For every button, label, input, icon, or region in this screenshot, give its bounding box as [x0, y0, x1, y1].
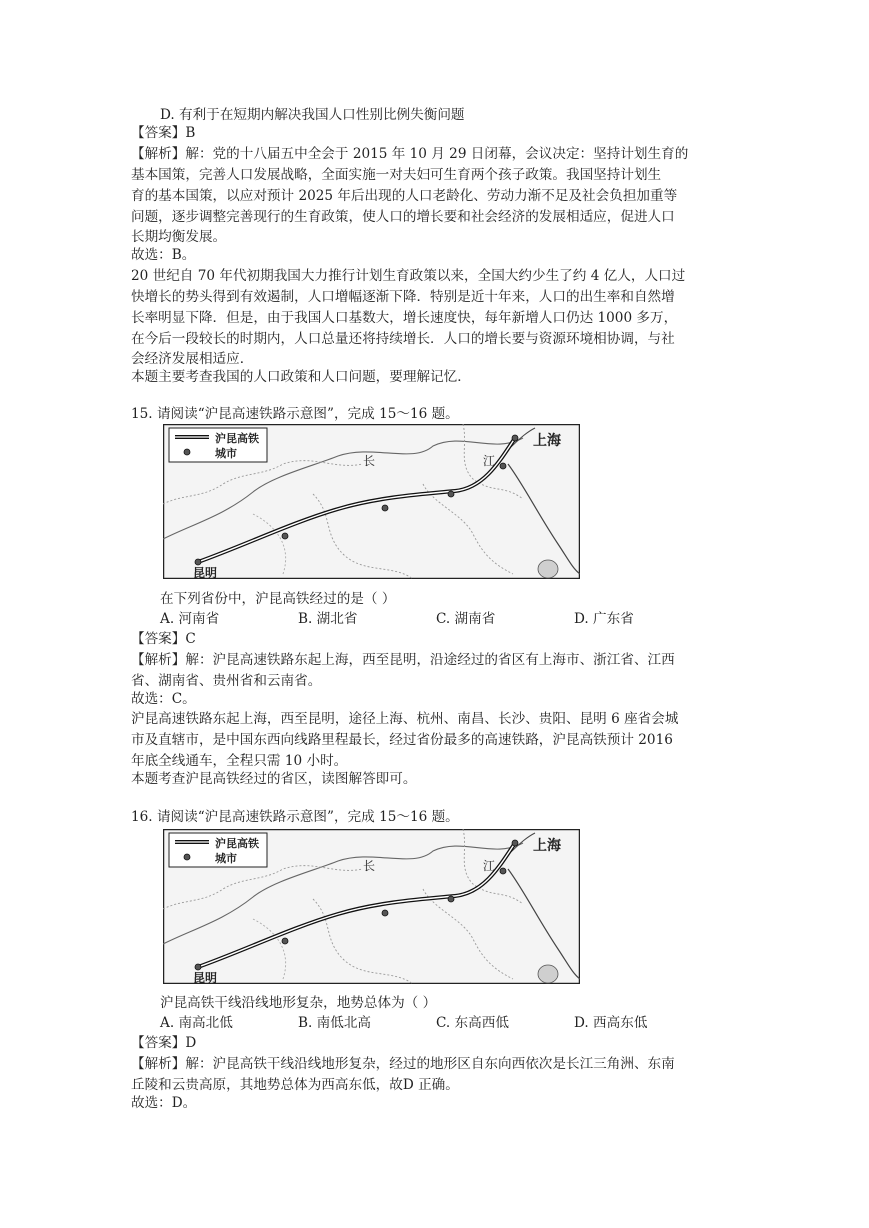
q16-analysis-line: 丘陵和云贵高原，其地势总体为西高东低，故D 正确。	[131, 1077, 459, 1093]
q15-question: 在下列省份中，沪昆高铁经过的是（ ）	[160, 591, 396, 607]
legend-rail-label: 沪昆高铁	[215, 837, 259, 850]
q14-option-d: D. 有利于在短期内解决我国人口性别比例失衡问题	[160, 107, 465, 123]
q14-analysis-line: 长期均衡发展。	[131, 229, 227, 245]
q14-answer: 【答案】B	[131, 125, 196, 141]
q15-explain-line: 市及直辖市，是中国东西向线路里程最长，经过省份最多的高速铁路，沪昆高铁预计 2016	[131, 732, 673, 748]
q15-options	[160, 610, 700, 628]
q15-summary: 本题考查沪昆高铁经过的省区，读图解答即可。	[131, 771, 417, 787]
q15-title: 15. 请阅读“沪昆高速铁路示意图”，完成 15～16 题。	[131, 406, 459, 422]
q15-explain-line: 年底全线通车，全程只需 10 小时。	[131, 753, 348, 769]
q14-explain-line: 在今后一段较长的时期内，人口总量还将持续增长．人口的增长要与资源环境相协调，与社	[131, 331, 675, 347]
kunming-label: 昆明	[193, 971, 218, 985]
q14-choose: 故选：B。	[131, 247, 196, 263]
q15-choose: 故选：C。	[131, 691, 196, 707]
legend-city-label: 城市	[215, 852, 237, 865]
q16-option-a: A. 南高北低	[160, 1015, 233, 1031]
q16-option-d: D. 西高东低	[574, 1015, 648, 1031]
q14-analysis-line: 基本国策，完善人口发展战略，全面实施一对夫妇可生育两个孩子政策。我国坚持计划生	[131, 167, 662, 183]
q16-analysis-line: 【解析】解：沪昆高铁干线沿线地形复杂，经过的地形区自东向西依次是长江三角洲、东南	[131, 1056, 675, 1072]
q14-explain-line: 20 世纪自 70 年代初期我国大力推行计划生育政策以来，全国大约少生了约 4 亿人，人口过	[131, 268, 686, 284]
q16-answer: 【答案】D	[131, 1035, 197, 1051]
q15-answer: 【答案】C	[131, 631, 196, 647]
q14-explain-line: 会经济发展相适应．	[131, 351, 254, 367]
jiang-label: 江	[483, 454, 496, 468]
legend-rail-label: 沪昆高铁	[215, 432, 259, 445]
legend-city-label: 城市	[215, 447, 237, 460]
railway-map	[163, 424, 580, 579]
kunming-label: 昆明	[193, 566, 218, 580]
q14-analysis-line: 育的基本国策，以应对预计 2025 年后出现的人口老龄化、劳动力渐不足及社会负担加重等	[131, 188, 678, 204]
q16-question: 沪昆高铁干线沿线地形复杂，地势总体为（ ）	[160, 995, 437, 1011]
q16-title: 16. 请阅读“沪昆高速铁路示意图”，完成 15～16 题。	[131, 809, 459, 825]
railway-map	[163, 829, 580, 984]
q16-option-b: B. 南低北高	[298, 1015, 372, 1031]
q14-explain-line: 快增长的势头得到有效遏制，人口增幅逐渐下降．特别是近十年来，人口的出生率和自然增	[131, 289, 675, 305]
q15-option-d: D. 广东省	[574, 611, 634, 627]
q16-options	[160, 1014, 700, 1032]
q15-analysis-line: 【解析】解：沪昆高速铁路东起上海，西至昆明，沿途经过的省区有上海市、浙江省、江西	[131, 652, 675, 668]
q15-option-c: C. 湖南省	[436, 611, 496, 627]
shanghai-label: 上海	[533, 433, 561, 449]
q15-option-b: B. 湖北省	[298, 611, 358, 627]
q14-analysis-line: 【解析】解：党的十八届五中全会于 2015 年 10 月 29 日闭幕，会议决定：坚持计划生育的	[131, 146, 689, 162]
q15-explain-line: 沪昆高速铁路东起上海，西至昆明，途径上海、杭州、南昌、长沙、贵阳、昆明 6 座省会城	[131, 711, 679, 727]
q16-choose: 故选：D。	[131, 1095, 197, 1111]
shanghai-label: 上海	[533, 838, 561, 854]
q15-analysis-line: 省、湖南省、贵州省和云南省。	[131, 673, 322, 689]
q14-summary: 本题主要考查我国的人口政策和人口问题，要理解记忆．	[131, 369, 471, 385]
jiang-label: 江	[483, 859, 496, 873]
q15-option-a: A. 河南省	[160, 611, 220, 627]
q14-analysis-line: 问题，逐步调整完善现行的生育政策，使人口的增长要和社会经济的发展相适应，促进人口	[131, 209, 675, 225]
chang-label: 长	[363, 859, 376, 873]
chang-label: 长	[363, 454, 376, 468]
q14-explain-line: 长率明显下降．但是，由于我国人口基数大，增长速度快，每年新增人口仍达 1000 多万，	[131, 310, 678, 326]
q16-option-c: C. 东高西低	[436, 1015, 509, 1031]
